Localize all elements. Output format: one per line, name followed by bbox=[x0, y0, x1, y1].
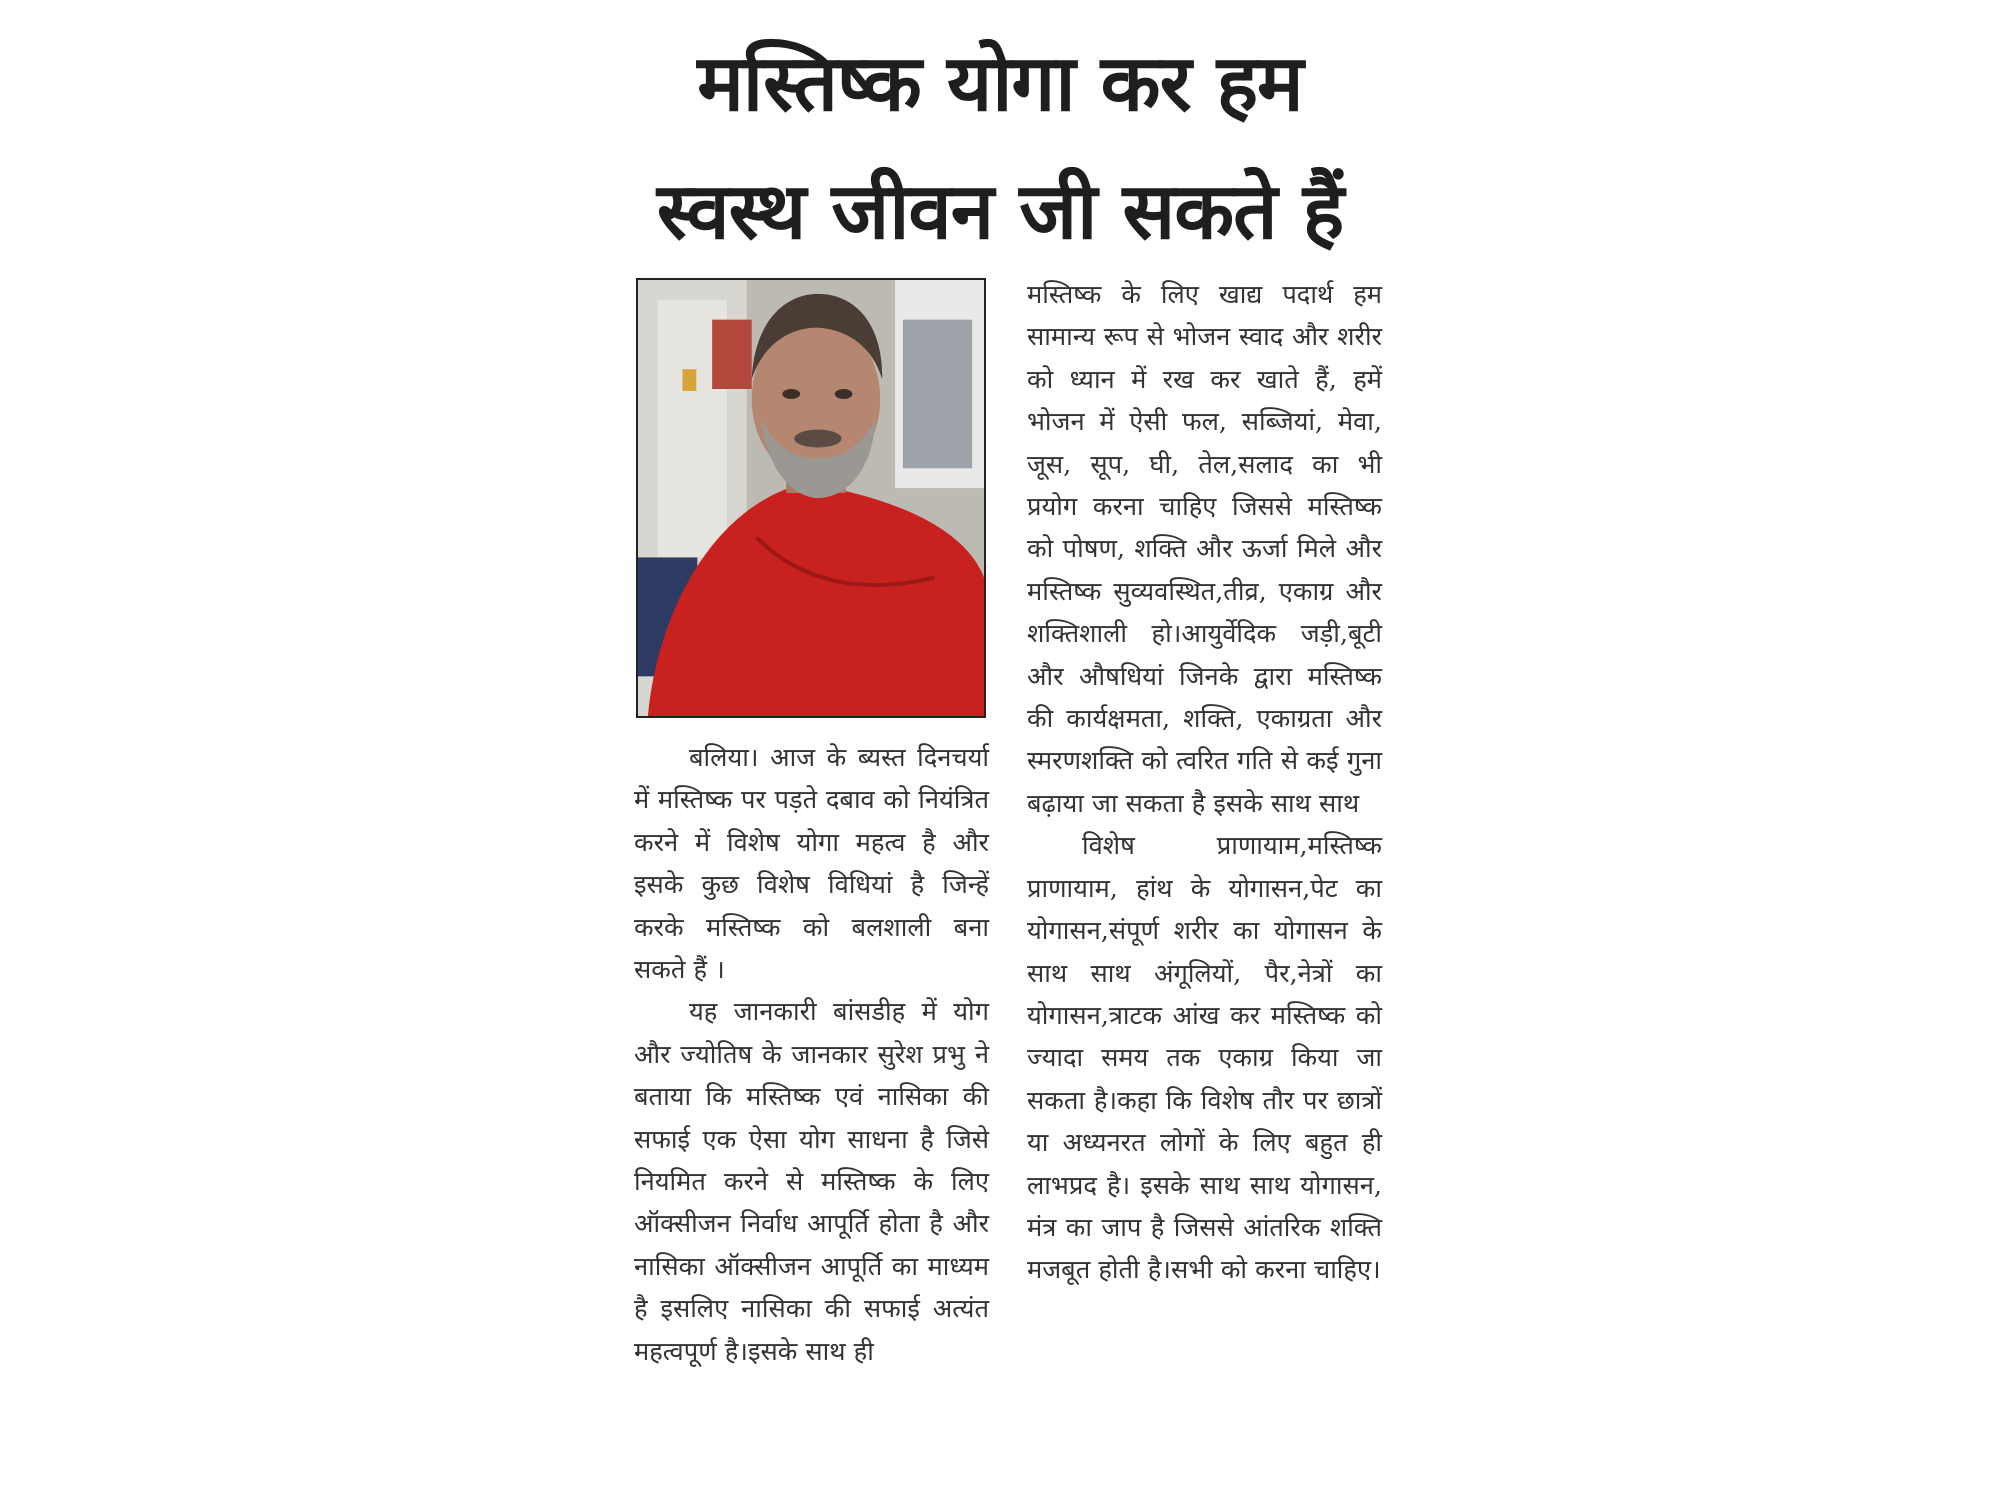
portrait-illustration bbox=[638, 280, 984, 716]
photo-wall-sticker bbox=[682, 369, 696, 391]
article-paragraph: मस्तिष्क के लिए खाद्य पदार्थ हम सामान्य रूप से भोजन स्वाद और शरीर को ध्यान में रख कर खाते हैं, हमें भोजन में ऐसी फल, सब्जियां, मेवा, जूस, सूप, घी, तेल,सलाद का भी प्रयोग करना चाहिए जिससे मस्तिष्क को पोषण, शक्ति और ऊर्जा मिले और मस्तिष्क सुव्यवस्थित,तीव्र, एकाग्र और शक्तिशाली हो।आयुर्वेदिक जड़ी,बूटी और औषधियां जिनके द्वारा मस्तिष्क की कार्यक्षमता, शक्ति, एकाग्रता और स्मरणशक्ति को त्वरित गति से कई गुना बढ़ाया जा सकता है इसके साथ साथ bbox=[1027, 280, 1382, 819]
right-eye bbox=[835, 389, 853, 399]
mustache bbox=[794, 430, 841, 448]
article-paragraph: विशेष प्राणायाम,मस्तिष्क प्राणायाम, हांथ के योगासन,पेट का योगासन,संपूर्ण शरीर का योगासन के साथ साथ अंगूलियों, पैर,नेत्रों का योगासन,त्राटक आंख कर मस्तिष्क को ज्यादा समय तक एकाग्र किया जा सकता है।कहा कि विशेष तौर पर छात्रों या अध्यनरत लोगों के लिए बहुत ही लाभप्रद है। इसके साथ साथ योगासन, मंत्र का जाप है जिससे आंतरिक शक्ति मजबूत होती है।सभी को करना चाहिए। bbox=[1027, 831, 1382, 1286]
article-column-right bbox=[1027, 274, 1382, 1292]
article-paragraph: बलिया। आज के ब्यस्त दिनचर्या में मस्तिष्क पर पड़ते दबाव को नियंत्रित करने में विशेष योगा महत्व है और इसके कुछ विशेष विधियां है जिन्हें करके मस्तिष्क को बलशाली बना सकते हैं । bbox=[634, 743, 989, 986]
article-photo bbox=[636, 278, 986, 718]
headline bbox=[600, 20, 1400, 276]
article-column-left bbox=[634, 737, 989, 1373]
photo-wall-poster bbox=[712, 320, 752, 389]
headline-line-2: स्वस्थ जीवन जी सकते हैं bbox=[656, 167, 1344, 257]
photo-window-building bbox=[903, 320, 972, 469]
headline-line-1: मस्तिष्क योगा कर हम bbox=[697, 39, 1303, 129]
article-paragraph: यह जानकारी बांसडीह में योग और ज्योतिष के जानकार सुरेश प्रभु ने बताया कि मस्तिष्क एवं नासिका की सफाई एक ऐसा योग साधना है जिसे नियमित करने से मस्तिष्क के लिए ऑक्सीजन निर्वाध आपूर्ति होता है और नासिका ऑक्सीजन आपूर्ति का माध्यम है इसलिए नासिका की सफाई अत्यंत महत्वपूर्ण है।इसके साथ ही bbox=[634, 997, 989, 1367]
left-eye bbox=[782, 389, 800, 399]
